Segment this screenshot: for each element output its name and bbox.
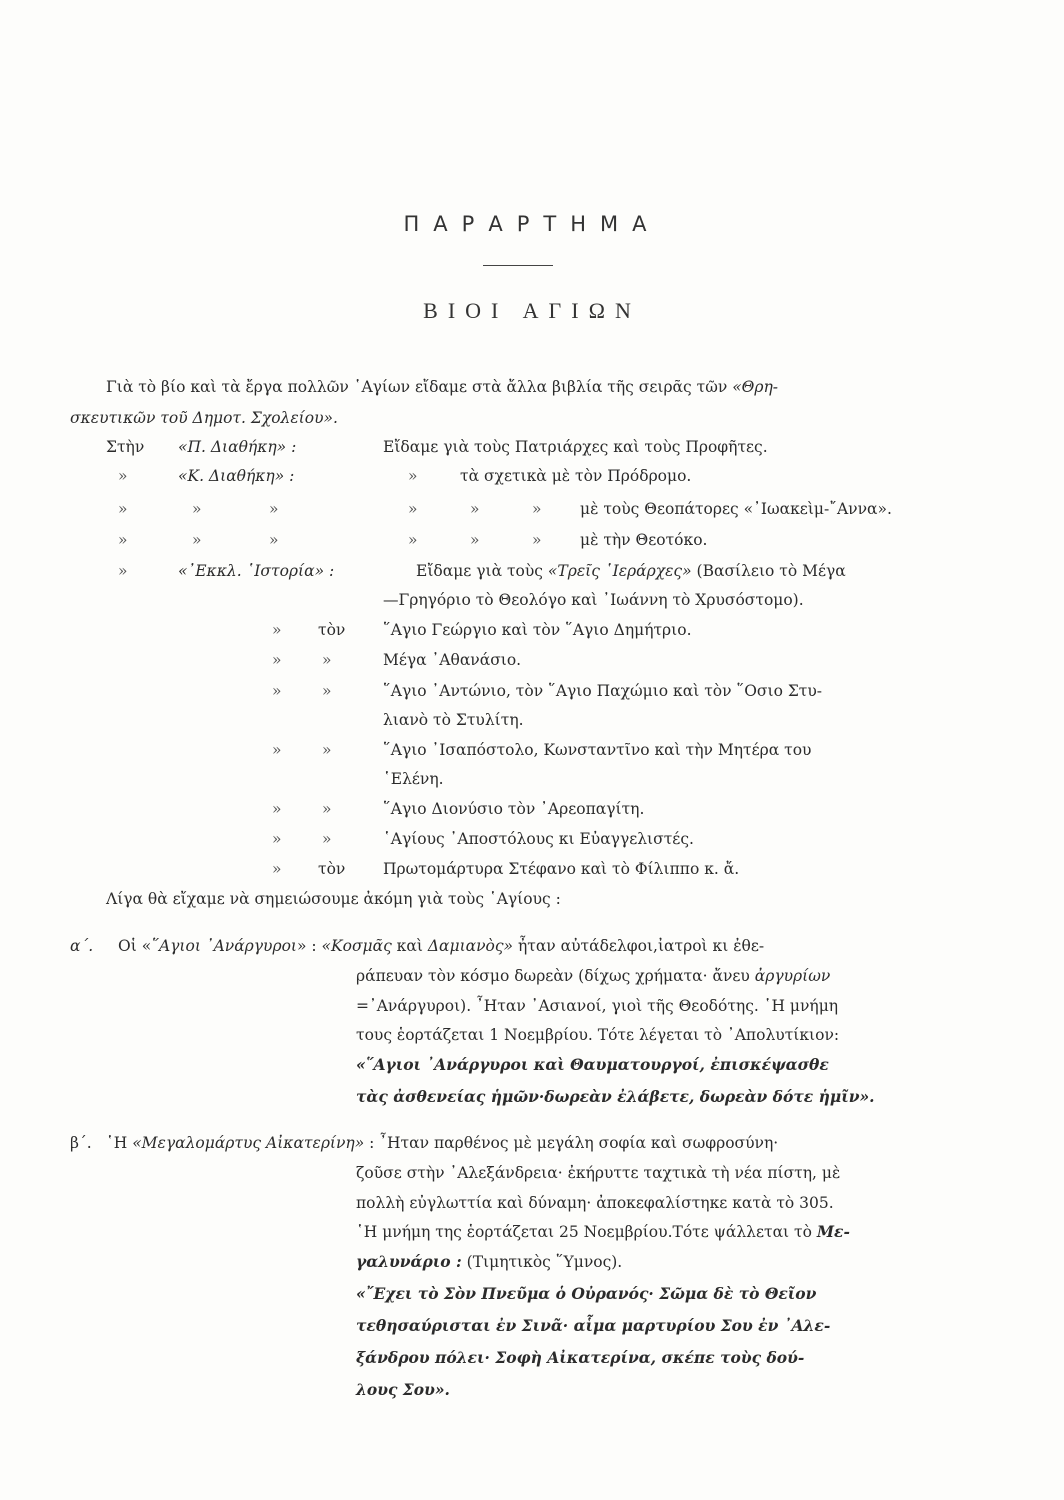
section-b-hymn: λους Σου». xyxy=(356,1380,450,1399)
section-b-line: ῾Η «Μεγαλομάρτυς Αἰκατερίνη» : ῏Ηταν παρθένος μὲ μεγάλη σοφία καὶ σωφροσύνη· xyxy=(106,1134,779,1152)
ditto-mark: » xyxy=(272,621,282,639)
listing-text: ῞Αγιο ᾿Ισαπόστολο, Κωνσταντῖνο καὶ τὴν Μητέρα του xyxy=(383,741,812,759)
appendix-title: ΠΑΡΑΡΤΗΜΑ xyxy=(403,212,661,236)
ditto-mark: » xyxy=(272,830,282,848)
ditto-mark: » xyxy=(470,500,480,518)
ditto-mark: » xyxy=(408,500,418,518)
listing-text: ῾Αγίους ᾿Αποστόλους κι Εὐαγγελιστές. xyxy=(383,830,694,848)
listing-text: μὲ τὴν Θεοτόκο. xyxy=(580,531,708,549)
listing-text: —Γρηγόριο τὸ Θεολόγο καὶ ᾿Ιωάννη τὸ Χρυσόστομο). xyxy=(383,591,804,609)
section-a-line: τους ἑορτάζεται 1 Νοεμβρίου. Τότε λέγεται τὸ ᾿Απολυτίκιον: xyxy=(356,1026,840,1044)
section-b-line: γαλυνάριο : (Τιμητικὸς ῞Υμνος). xyxy=(356,1252,623,1271)
listing-article: τὸν xyxy=(318,621,346,639)
listing-text: ῞Αγιο ᾿Αντώνιο, τὸν ῞Αγιο Παχώμιο καὶ τὸν ῞Οσιο Στυ- xyxy=(383,682,823,700)
listing-text: ῞Αγιο Διονύσιο τὸν ᾿Αρεοπαγίτη. xyxy=(383,800,645,818)
ditto-mark: » xyxy=(269,500,279,518)
ditto-mark: » xyxy=(272,800,282,818)
section-a-line: =᾿Ανάργυροι). ῏Ηταν ᾿Ασιανοί, γιοὶ τῆς Θεοδότης. ῾Η μνήμη xyxy=(356,997,839,1015)
ditto-mark: » xyxy=(408,531,418,549)
closing-line: Λίγα θὰ εἴχαμε νὰ σημειώσουμε ἀκόμη γιὰ τοὺς ῾Αγίους : xyxy=(106,890,561,908)
ditto-mark: » xyxy=(118,500,128,518)
title-divider xyxy=(483,265,553,266)
listing-text: Μέγα ᾿Αθανάσιο. xyxy=(383,651,522,669)
ditto-mark: » xyxy=(532,500,542,518)
listing-text: τὰ σχετικὰ μὲ τὸν Πρόδρομο. xyxy=(460,467,692,485)
ditto-mark: » xyxy=(269,531,279,549)
ditto-mark: » xyxy=(118,467,128,485)
section-a-hymn: «῞Αγιοι ᾿Ανάργυροι καὶ Θαυματουργοί, ἐπισκέψασθε xyxy=(356,1055,829,1074)
section-title: ΒΙΟΙ ΑΓΙΩΝ xyxy=(423,298,641,323)
listing-label: Στὴν xyxy=(106,438,145,456)
listing-text: μὲ τοὺς Θεοπάτορες «᾿Ιωακεὶμ-῎Αννα». xyxy=(580,500,892,518)
listing-text: Εἴδαμε γιὰ τοὺς «Τρεῖς ῾Ιεράρχες» (Βασίλειο τὸ Μέγα xyxy=(416,562,846,580)
section-a-line: ράπευαν τὸν κόσμο δωρεὰν (δίχως χρήματα· ἄνευ ἀργυρίων xyxy=(356,967,831,985)
section-b-hymn: τεθησαύρισται ἐν Σινᾶ· αἷμα μαρτυρίου Σου ἐν ᾿Αλε- xyxy=(356,1316,831,1335)
ditto-mark: » xyxy=(192,531,202,549)
ditto-mark: » xyxy=(408,467,418,485)
ditto-mark: » xyxy=(322,682,332,700)
listing-text: ῞Αγιο Γεώργιο καὶ τὸν ῞Αγιο Δημήτριο. xyxy=(383,621,692,639)
section-b-hymn: ξάνδρου πόλει· Σοφὴ Αἰκατερίνα, σκέπε τοὺς δού- xyxy=(356,1348,805,1367)
ditto-mark: » xyxy=(192,500,202,518)
listing-text: Εἴδαμε γιὰ τοὺς Πατριάρχες καὶ τοὺς Προφῆτες. xyxy=(383,438,768,456)
ditto-mark: » xyxy=(322,651,332,669)
listing-source: «Π. Διαθήκη» : xyxy=(178,438,297,456)
ditto-mark: » xyxy=(272,651,282,669)
section-b-line: ῾Η μνήμη της ἑορτάζεται 25 Νοεμβρίου.Τότε ψάλλεται τὸ Με- xyxy=(356,1222,850,1241)
listing-article: τὸν xyxy=(318,860,346,878)
listing-source: «Κ. Διαθήκη» : xyxy=(178,467,295,485)
ditto-mark: » xyxy=(272,682,282,700)
listing-text: ῾Ελένη. xyxy=(383,770,444,788)
section-b-line: ζοῦσε στὴν ᾿Αλεξάνδρεια· ἐκήρυττε ταχτικὰ τὴ νέα πίστη, μὲ xyxy=(356,1164,841,1182)
section-b-line: πολλὴ εὐγλωττία καὶ δύναμη· ἀποκεφαλίστηκε κατὰ τὸ 305. xyxy=(356,1194,834,1212)
ditto-mark: » xyxy=(118,531,128,549)
ditto-mark: » xyxy=(272,741,282,759)
section-a-marker: α΄. xyxy=(70,937,94,955)
section-a-hymn: τὰς ἀσθενείας ἡμῶν·δωρεὰν ἐλάβετε, δωρεὰν δότε ἡμῖν». xyxy=(356,1087,875,1106)
section-a-line: Οἱ «῞Αγιοι ᾿Ανάργυροι» : «Κοσμᾶς καὶ Δαμιανὸς» ἦταν αὐτάδελφοι,ἰατροὶ κι ἐθε- xyxy=(118,937,765,955)
listing-text: Πρωτομάρτυρα Στέφανο καὶ τὸ Φίλιππο κ. ἄ. xyxy=(383,860,740,878)
ditto-mark: » xyxy=(322,741,332,759)
intro-line-2: σκευτικῶν τοῦ Δημοτ. Σχολείου». xyxy=(70,409,338,427)
ditto-mark: » xyxy=(470,531,480,549)
section-b-marker: β΄. xyxy=(70,1134,92,1152)
listing-text: λιανὸ τὸ Στυλίτη. xyxy=(383,711,524,729)
ditto-mark: » xyxy=(118,562,128,580)
intro-line-1: Γιὰ τὸ βίο καὶ τὰ ἔργα πολλῶν ῾Αγίων εἴδαμε στὰ ἄλλα βιβλία τῆς σειρᾶς τῶν «Θρη- xyxy=(106,378,779,396)
ditto-mark: » xyxy=(322,830,332,848)
ditto-mark: » xyxy=(272,860,282,878)
section-b-hymn: «῎Εχει τὸ Σὸν Πνεῦμα ὁ Οὐρανός· Σῶμα δὲ τὸ Θεῖον xyxy=(356,1284,817,1303)
ditto-mark: » xyxy=(532,531,542,549)
ditto-mark: » xyxy=(322,800,332,818)
listing-source: «᾿Εκκλ. ῾Ιστορία» : xyxy=(178,562,335,580)
